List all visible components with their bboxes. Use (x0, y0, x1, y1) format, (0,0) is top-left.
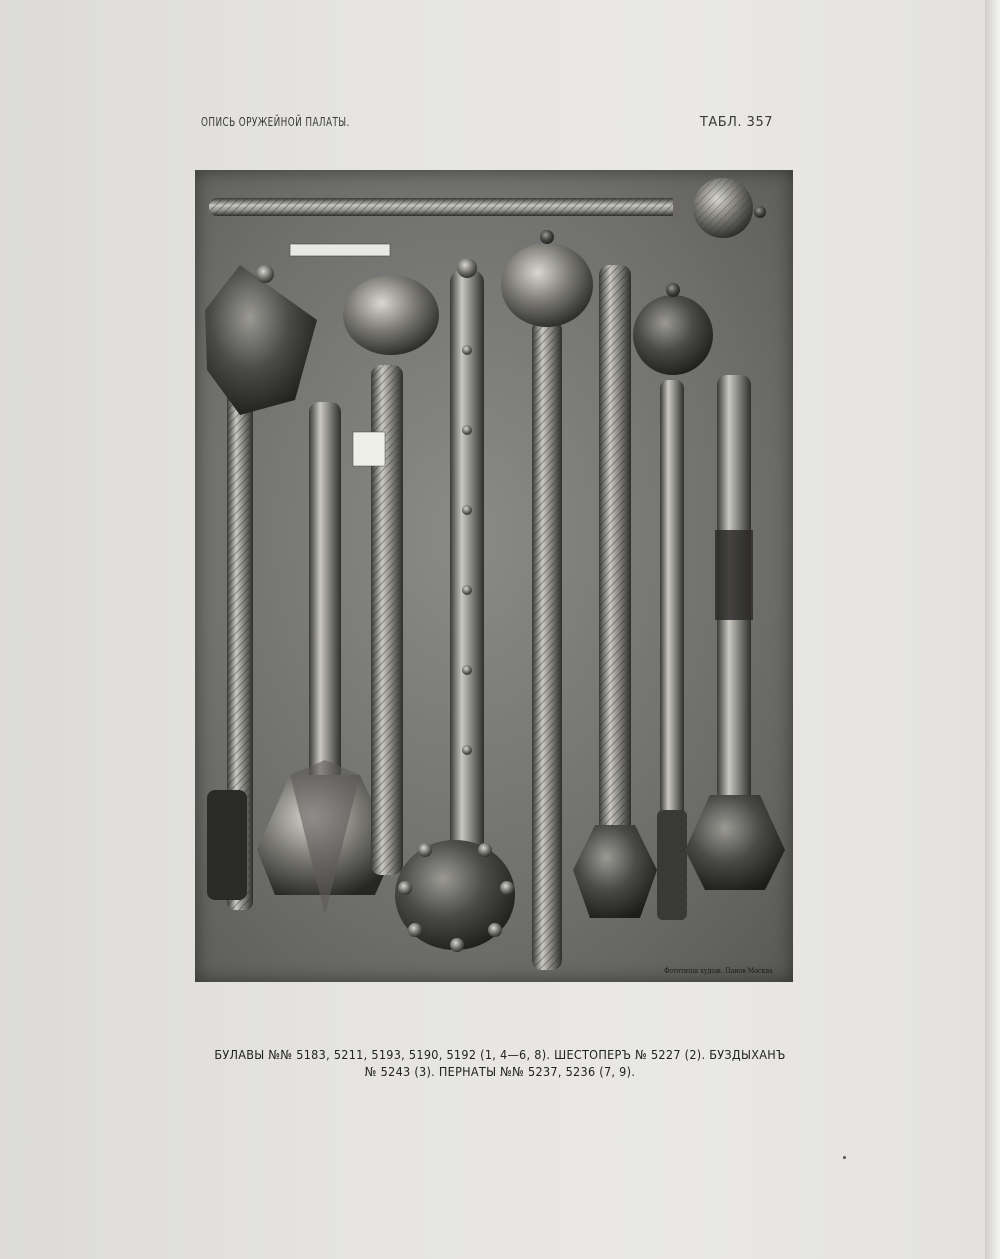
photo-credit: Фототипія худож. Панов Москва (664, 967, 773, 975)
measuring-ruler (290, 244, 390, 256)
mace-4 (395, 258, 515, 952)
maces-illustration (195, 170, 793, 982)
mace-horizontal (209, 178, 766, 238)
caption-line-1: БУЛАВЫ №№ 5183, 5211, 5193, 5190, 5192 (1, 4—6, 8). ШЕСТОПЕРЪ № 5227 (2). БУЗДЫХАНЪ (214, 1047, 786, 1062)
plate-photograph (195, 170, 793, 982)
running-title: ОПИСЬ ОРУЖЕЙНОЙ ПАЛАТЫ. (201, 115, 350, 129)
paper-tag (353, 432, 385, 466)
sheet-edge (985, 0, 1000, 1259)
paper-speck (843, 1156, 846, 1159)
pernach-8 (685, 375, 785, 890)
caption-line-2: № 5243 (3). ПЕРНАТЫ №№ 5237, 5236 (7, 9). (364, 1064, 636, 1079)
plate-caption (190, 1046, 810, 1080)
plate-number: ТАБЛ. 357 (699, 115, 773, 130)
